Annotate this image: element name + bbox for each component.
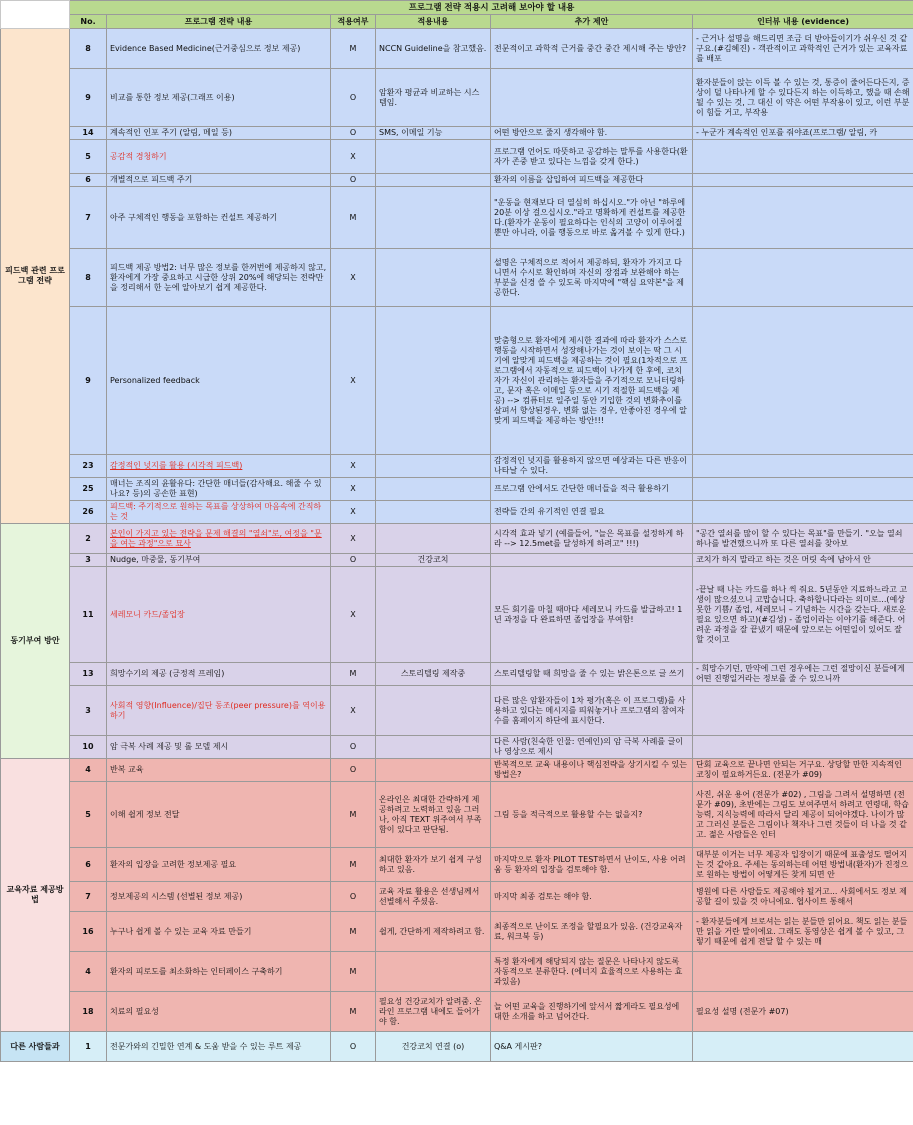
table-row — [1, 567, 913, 663]
row-interview[interactable]: 사진, 쉬운 용어 (전문가 #02) , 그림을 그려서 설명하면 (전문가 #09), 초반에는 그림도 보여주면서 하려고 연령대, 학습능력, 지식능력에 따라서 달리 제공이 되어야겠다. 나이가 많고 그러신 분들은 그림이나 책자나 그런 것들이 더 나을 것 같고. 젊은 사람들은 인터 — [693, 782, 913, 848]
row-no[interactable]: 7 — [70, 187, 107, 249]
row-interview[interactable] — [693, 174, 913, 187]
row-interview[interactable]: 대부분 이거는 너무 제공자 입장이기 때문에 표출성도 떨어지는 것 같아요. 주세는 동의하는데 어떤 방법내(환자)가 진정으로 원하는 방법이 어떻게든 찾게 되면 안 — [693, 848, 913, 882]
row-suggestion[interactable]: 최종적으로 난이도 조정을 할필요가 있음. (건강교육자료, 워크북 등) — [491, 912, 693, 952]
row-suggestion[interactable]: 감정적인 넛지를 활용하지 않으면 예상과는 다른 반응이 나타날 수 있다. — [491, 455, 693, 478]
row-interview[interactable]: -끝날 때 나는 카드를 하나 씩 줘요. 5년동안 지료하느라고 고생이 많으셨으니 고맙습니다. 축하합니다라는 의미로...(예상못한 기쁨/ 졸업, 세레모니 – 기념하는 시간을 갖는다. 새로운 필요 있으면 하고)(#김성) - 졸업이라는 이야기를 해준다. 어려운 과정을 잘 끝냈기 때문에 앞으로는 어떤일이 있어도 잘 할 것이고 — [693, 567, 913, 663]
row-applied[interactable]: X — [331, 307, 376, 455]
row-applied[interactable]: O — [331, 882, 376, 912]
table-row — [1, 782, 913, 848]
row-applied[interactable]: X — [331, 524, 376, 554]
row-interview[interactable]: 필요성 설명 (전문가 #07) — [693, 992, 913, 1032]
table-title: 프로그램 전략 적용시 고려해 보아야 할 내용 — [70, 1, 913, 15]
row-content[interactable]: NCCN Guideline을 참고했음. — [376, 29, 491, 69]
row-strategy[interactable]: 비교를 통한 정보 제공(그래프 이용) — [107, 69, 331, 127]
row-no[interactable]: 13 — [70, 663, 107, 686]
row-interview[interactable] — [693, 187, 913, 249]
row-content[interactable] — [376, 478, 491, 501]
row-content[interactable] — [376, 187, 491, 249]
row-strategy[interactable]: 암 극복 사례 제공 및 롤 모델 제시 — [107, 736, 331, 759]
row-strategy[interactable]: 치료의 필요성 — [107, 992, 331, 1032]
row-interview[interactable]: - 환자분들에게 브로셔는 읽는 분들만 읽어요. 책도 읽는 분들만 읽을 거란 말이에요. 그래도 동영상은 쉽게 볼 수 있고, 그렇기 때문에 쉽게 전달 할 수 있는 매 — [693, 912, 913, 952]
row-applied[interactable]: M — [331, 848, 376, 882]
title-row — [1, 1, 913, 15]
header-no: No. — [70, 15, 107, 29]
row-suggestion[interactable]: 특정 환자에게 해당되지 않는 질문은 나타나지 않도록 자동적으로 분류한다. (에너지 효율적으로 사용하는 효과있음) — [491, 952, 693, 992]
row-interview[interactable] — [693, 501, 913, 524]
row-no[interactable]: 3 — [70, 686, 107, 736]
row-content[interactable]: SMS, 이메일 기능 — [376, 127, 491, 140]
table-row — [1, 882, 913, 912]
table-row — [1, 249, 913, 307]
row-applied[interactable]: M — [331, 187, 376, 249]
row-strategy[interactable]: 본인이 가지고 있는 전략을 문제 해결의 "열쇠"로, 여정을 "문을 여는 과정"으로 묘사 — [107, 524, 331, 554]
row-no[interactable]: 4 — [70, 759, 107, 782]
table-row — [1, 501, 913, 524]
table-row — [1, 952, 913, 992]
row-applied[interactable]: X — [331, 249, 376, 307]
row-strategy[interactable]: Nudge, 마중물, 동기부여 — [107, 554, 331, 567]
table-row — [1, 759, 913, 782]
row-no[interactable]: 5 — [70, 140, 107, 174]
row-applied[interactable]: O — [331, 174, 376, 187]
corner-cell[interactable] — [1, 1, 70, 29]
table-row — [1, 686, 913, 736]
row-content[interactable] — [376, 307, 491, 455]
row-suggestion[interactable]: 다른 많은 암환자들이 1차 평가(혹은 이 프로그램)를 사용하고 있다는 메시지를 띄워놓거나 프로그램의 참여자 수를 홈페이지 하단에 표시한다. — [491, 686, 693, 736]
row-applied[interactable]: M — [331, 782, 376, 848]
row-applied[interactable]: O — [331, 554, 376, 567]
row-suggestion[interactable]: 설명은 구체적으로 적어서 제공하되, 환자가 가지고 다니면서 수시로 확인하며 자신의 장점과 보완해야 하는 부분을 신경 쓸 수 있도록 마지막에 "핵심 요약본"을 제공한다. — [491, 249, 693, 307]
table-row — [1, 554, 913, 567]
row-interview[interactable] — [693, 952, 913, 992]
row-no[interactable]: 6 — [70, 174, 107, 187]
row-suggestion[interactable] — [491, 69, 693, 127]
table-row — [1, 29, 913, 69]
header-strategy: 프로그램 전략 내용 — [107, 15, 331, 29]
row-applied[interactable]: X — [331, 140, 376, 174]
table-row — [1, 187, 913, 249]
row-no[interactable]: 26 — [70, 501, 107, 524]
row-interview[interactable] — [693, 140, 913, 174]
row-content[interactable] — [376, 736, 491, 759]
category-education[interactable]: 교육자료 제공방법 — [1, 759, 70, 1032]
row-no[interactable]: 6 — [70, 848, 107, 882]
header-row — [1, 15, 913, 29]
row-suggestion[interactable]: 그림 등을 적극적으로 활용할 수는 없을지? — [491, 782, 693, 848]
row-no[interactable]: 5 — [70, 782, 107, 848]
row-strategy[interactable]: 환자의 피로도를 최소화하는 인터페이스 구축하기 — [107, 952, 331, 992]
row-interview[interactable]: 코치가 하지 말라고 하는 것은 머릿 속에 남아서 안 — [693, 554, 913, 567]
row-content[interactable]: 온라인은 최대한 간략하게 제공하려고 노력하고 있음 그러나, 아직 TEXT 위주여서 부족함이 있다고 판단됨. — [376, 782, 491, 848]
row-content[interactable] — [376, 952, 491, 992]
table-row — [1, 478, 913, 501]
row-suggestion[interactable]: 프로그램 안에서도 간단한 매너들을 적극 활용하기 — [491, 478, 693, 501]
row-applied[interactable]: O — [331, 69, 376, 127]
row-interview[interactable]: "공간 열쇠를 많이 할 수 있다는 목표"를 만들기. "오늘 열쇠 하나를 발견했으니까 또 다른 열쇠를 찾아보 — [693, 524, 913, 554]
table-row — [1, 455, 913, 478]
row-interview[interactable]: 환자분들이 앉는 이득 볼 수 있는 것, 통증이 줄어든다든지, 증상이 덜 나타나게 할 수 있다든지 하는 이득하고, 했을 때 손해될 수 있는 것, 그 대신 이 약은 어떤 부작용이 있고, 이런 부분이 힘들 거고, 부작용 — [693, 69, 913, 127]
table-row — [1, 912, 913, 952]
row-strategy[interactable]: 계속적인 인포 주기 (알림, 메일 등) — [107, 127, 331, 140]
table-row — [1, 307, 913, 455]
row-suggestion[interactable]: 반복적으로 교육 내용이나 핵심전략을 상기시킬 수 있는 방법은? — [491, 759, 693, 782]
row-interview[interactable] — [693, 686, 913, 736]
row-interview[interactable] — [693, 307, 913, 455]
row-no[interactable]: 23 — [70, 455, 107, 478]
row-strategy[interactable]: 공감적 경청하기 — [107, 140, 331, 174]
category-feedback[interactable]: 피드백 관련 프로그램 전략 — [1, 29, 70, 524]
row-content[interactable]: 교육 자료 활용은 선생님께서 선별해서 주셨음. — [376, 882, 491, 912]
row-no[interactable]: 10 — [70, 736, 107, 759]
row-applied[interactable]: O — [331, 1032, 376, 1062]
row-applied[interactable]: M — [331, 29, 376, 69]
row-content[interactable] — [376, 686, 491, 736]
row-strategy[interactable]: 피드백: 주기적으로 원하는 목표를 상상하여 마음속에 간직하는 것 — [107, 501, 331, 524]
row-suggestion[interactable]: 환자의 이름을 삽입하여 피드백을 제공한다 — [491, 174, 693, 187]
row-no[interactable]: 16 — [70, 912, 107, 952]
row-suggestion[interactable] — [491, 554, 693, 567]
row-no[interactable]: 3 — [70, 554, 107, 567]
row-no[interactable]: 8 — [70, 249, 107, 307]
row-strategy[interactable]: 이해 쉽게 정보 전달 — [107, 782, 331, 848]
row-no[interactable]: 18 — [70, 992, 107, 1032]
row-applied[interactable]: X — [331, 686, 376, 736]
row-content[interactable]: 건강코치 연결 (o) — [376, 1032, 491, 1062]
row-strategy[interactable]: 감정적인 넛지를 활용 (시각적 피드백) — [107, 455, 331, 478]
row-suggestion[interactable]: 시각적 효과 넣기 (예를들어, "늘은 목표를 설정하게 하라 --> 12.5met를 달성하게 하려고" !!!) — [491, 524, 693, 554]
row-suggestion[interactable]: Q&A 게시판? — [491, 1032, 693, 1062]
row-strategy[interactable]: Personalized feedback — [107, 307, 331, 455]
row-content[interactable]: 최대한 환자가 보기 쉽게 구성하고 있음. — [376, 848, 491, 882]
row-applied[interactable]: X — [331, 501, 376, 524]
table-row — [1, 174, 913, 187]
row-suggestion[interactable]: 프로그램 언어도 따뜻하고 공감하는 말투를 사용한다(환자가 존중 받고 있다는 느낌을 갖게 한다.) — [491, 140, 693, 174]
row-applied[interactable]: X — [331, 478, 376, 501]
row-suggestion[interactable]: "운동을 현재보다 더 열심히 하십시오."가 아닌 "하루에 20분 이상 걸으십시오."라고 명확하게 컨설트를 제공한다.(환자가 운동이 필요하다는 인식의 고양이 이루어질 뿐만 아니라, 이를 행동으로 바로 옮겨볼 수 있게 한다.) — [491, 187, 693, 249]
row-strategy[interactable]: 희망수기의 제공 (긍정적 프레임) — [107, 663, 331, 686]
row-content[interactable] — [376, 567, 491, 663]
row-strategy[interactable]: 세레모니 카드/졸업장 — [107, 567, 331, 663]
row-strategy[interactable]: 매너는 조직의 윤활유다: 간단한 매너들(감사해요. 해줄 수 있나요? 등)의 공손한 표현) — [107, 478, 331, 501]
row-no[interactable]: 2 — [70, 524, 107, 554]
row-strategy[interactable]: 피드백 제공 방법2: 너무 많은 정보를 한꺼번에 제공하지 않고, 환자에게 가장 중요하고 시급한 상위 20%에 해당되는 전략만을 정리해서 한 눈에 알아보기 쉽게 제공한다. — [107, 249, 331, 307]
row-strategy[interactable]: 아주 구체적인 행동을 포함하는 컨설트 제공하기 — [107, 187, 331, 249]
row-suggestion[interactable]: 늘 어떤 교육을 진행하기에 앞서서 짧게라도 필요성에 대한 소개를 하고 넘어간다. — [491, 992, 693, 1032]
row-interview[interactable] — [693, 478, 913, 501]
row-strategy[interactable]: 정보제공의 시스템 (선별된 정보 제공) — [107, 882, 331, 912]
category-motivation[interactable]: 동기부여 방안 — [1, 524, 70, 759]
table-row — [1, 992, 913, 1032]
row-strategy[interactable]: 사회적 영향(Influence)/집단 동조(peer pressure)를 역이용하기 — [107, 686, 331, 736]
row-applied[interactable]: X — [331, 455, 376, 478]
row-applied[interactable]: O — [331, 127, 376, 140]
row-interview[interactable]: - 근거나 설명을 해드리면 조금 더 받아들이기가 쉬우신 것 같구요.(#김혜진) - 객관적이고 과학적인 근거가 있는 교육자료를 배포 — [693, 29, 913, 69]
row-applied[interactable]: O — [331, 759, 376, 782]
row-strategy[interactable]: 환자의 입장을 고려한 정보제공 필요 — [107, 848, 331, 882]
row-suggestion[interactable]: 마지막으로 환자 PILOT TEST하면서 난이도, 사용 어려움 등 환자의 입장을 검토해야 함. — [491, 848, 693, 882]
header-applied-content: 적용내용 — [376, 15, 491, 29]
row-interview[interactable]: 병원에 다른 사람들도 제공해야 될거고... 사회에서도 정보 제공할 길이 있을 것 아니에요. 협사이트 통해서 — [693, 882, 913, 912]
table-row — [1, 1032, 913, 1062]
row-no[interactable]: 9 — [70, 69, 107, 127]
row-interview[interactable]: - 누군가 계속적인 인포를 줘야죠(프로그램/ 알림, 카 — [693, 127, 913, 140]
row-content[interactable] — [376, 140, 491, 174]
table-row — [1, 848, 913, 882]
row-strategy[interactable]: 누구나 쉽게 볼 수 있는 교육 자료 만들기 — [107, 912, 331, 952]
row-content[interactable] — [376, 501, 491, 524]
table-row — [1, 736, 913, 759]
row-applied[interactable]: O — [331, 736, 376, 759]
row-no[interactable]: 25 — [70, 478, 107, 501]
row-suggestion[interactable]: 마지막 최종 검토는 해야 함. — [491, 882, 693, 912]
row-interview[interactable]: - 희망수기던, 만약에 그런 경우에는 그런 절망이신 분들에게 어떤 진행일거라는 정보를 줄 수 있으니까 — [693, 663, 913, 686]
row-no[interactable]: 4 — [70, 952, 107, 992]
row-no[interactable]: 11 — [70, 567, 107, 663]
row-applied[interactable]: M — [331, 663, 376, 686]
row-content[interactable]: 건강코치 — [376, 554, 491, 567]
table-row — [1, 663, 913, 686]
row-strategy[interactable]: Evidence Based Medicine(근거중심으로 정보 제공) — [107, 29, 331, 69]
row-content[interactable] — [376, 524, 491, 554]
row-content[interactable] — [376, 455, 491, 478]
row-content[interactable] — [376, 174, 491, 187]
row-no[interactable]: 9 — [70, 307, 107, 455]
table-row — [1, 140, 913, 174]
row-content[interactable]: 암환자 평균과 비교하는 시스템임. — [376, 69, 491, 127]
table-row — [1, 524, 913, 554]
row-content[interactable]: 필요성 건강교치가 알려줌. 온라인 프로그램 내에도 들어가야 함. — [376, 992, 491, 1032]
row-no[interactable]: 1 — [70, 1032, 107, 1062]
row-interview[interactable] — [693, 455, 913, 478]
row-suggestion[interactable]: 스토리텔링할 때 희망을 줄 수 있는 밝은톤으로 글 쓰기 — [491, 663, 693, 686]
row-applied[interactable]: M — [331, 912, 376, 952]
row-content[interactable]: 쉽게, 간단하게 제작하려고 함. — [376, 912, 491, 952]
table-row — [1, 127, 913, 140]
row-interview[interactable] — [693, 1032, 913, 1062]
row-suggestion[interactable]: 다른 사람(친숙한 인물: 연예인)의 암 극복 사례를 글이나 영상으로 제시 — [491, 736, 693, 759]
row-applied[interactable]: M — [331, 992, 376, 1032]
row-suggestion[interactable]: 전략들 간의 유기적인 연결 필요 — [491, 501, 693, 524]
header-interview: 인터뷰 내용 (evidence) — [693, 15, 913, 29]
row-applied[interactable]: M — [331, 952, 376, 992]
category-other[interactable]: 다른 사람들과 — [1, 1032, 70, 1062]
row-content[interactable] — [376, 759, 491, 782]
row-interview[interactable]: 단회 교육으로 끝나면 안되는 거구요. 상당할 만한 지속적인 코칭이 필요하거든요. (전문가 #09) — [693, 759, 913, 782]
row-interview[interactable] — [693, 736, 913, 759]
row-applied[interactable]: X — [331, 567, 376, 663]
row-interview[interactable] — [693, 249, 913, 307]
table-row — [1, 69, 913, 127]
row-no[interactable]: 14 — [70, 127, 107, 140]
row-suggestion[interactable]: 어떤 방안으로 줄지 생각해야 함. — [491, 127, 693, 140]
header-applied: 적용여부 — [331, 15, 376, 29]
row-suggestion[interactable]: 맞춤형으로 환자에게 제시한 결과에 따라 환자가 스스로 행동을 시작하면서 성장해나가는 것이 보이는 딱 그 시기에 알맞게 피드백을 제공하는 것이 필요(1차적으로 프로그램에서 자동적으로 피드백이 나가게 한 후에, 코치자가 자신이 관리하는 환자들을 주기적으로 모니터링하고, 문자 혹은 이메일 등으로 시기 적절한 피드백을 제공) --> 컴퓨터로 일주일 동안 기입한 것의 변화추이를 살펴서 향상된경우, 변화 없는 경우, 안좋아진 경우에 알맞게 피드백을 제공하는 방안!!! — [491, 307, 693, 455]
row-no[interactable]: 7 — [70, 882, 107, 912]
row-strategy[interactable]: 전문가와의 긴밀한 연계 & 도움 받을 수 있는 루트 제공 — [107, 1032, 331, 1062]
row-no[interactable]: 8 — [70, 29, 107, 69]
header-suggestion: 추가 제안 — [491, 15, 693, 29]
row-content[interactable] — [376, 249, 491, 307]
row-suggestion[interactable]: 전문적이고 과학적 근거를 중간 중간 제시해 주는 방안? — [491, 29, 693, 69]
row-content[interactable]: 스토리텔링 제작중 — [376, 663, 491, 686]
row-strategy[interactable]: 개별적으로 피드백 주기 — [107, 174, 331, 187]
row-strategy[interactable]: 반복 교육 — [107, 759, 331, 782]
row-suggestion[interactable]: 모든 회기를 마칠 때마다 세레모니 카드를 발급하고! 1년 과정을 다 완료하면 졸업장을 부여함! — [491, 567, 693, 663]
